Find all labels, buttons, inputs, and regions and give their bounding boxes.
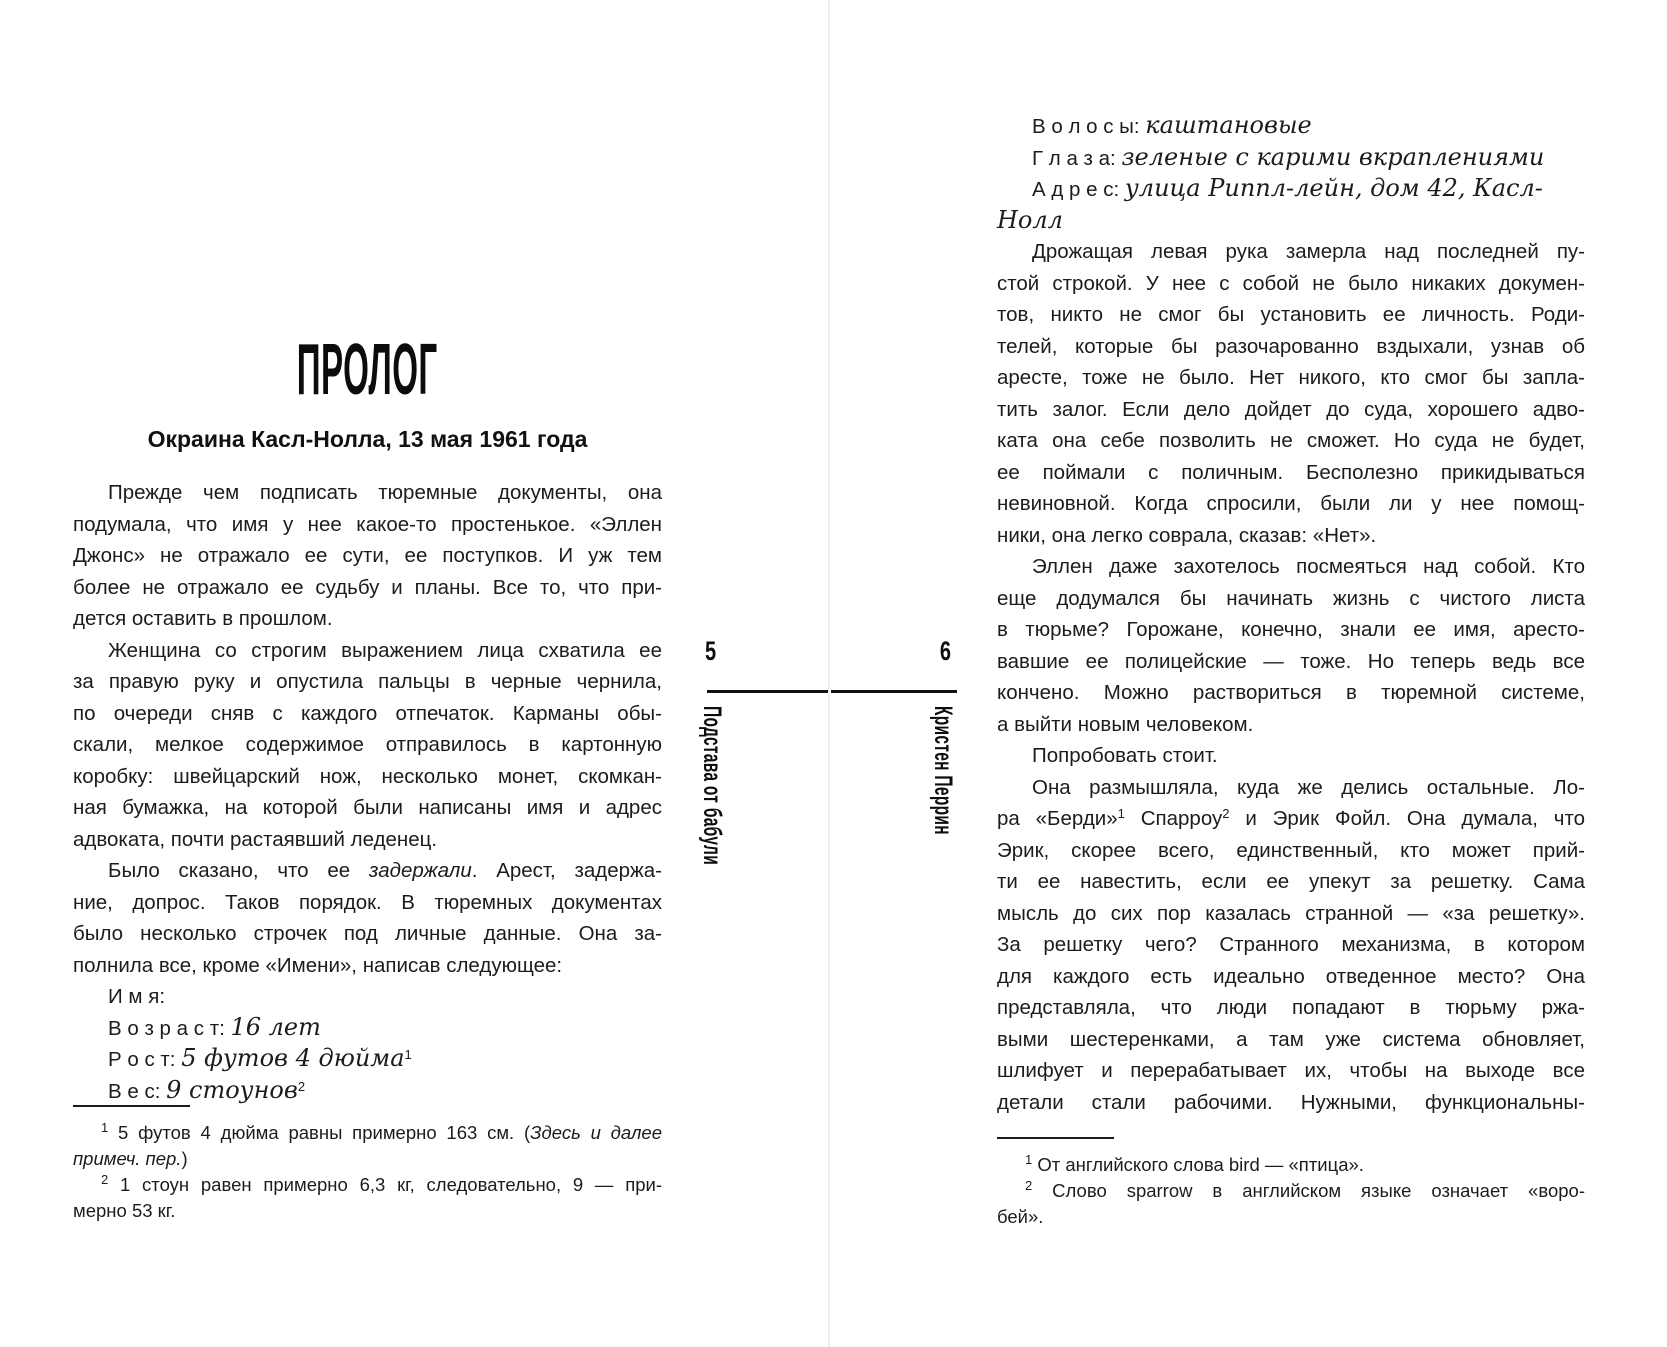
left-page-footnotes xyxy=(73,1105,662,1224)
text-line: ники, она легко соврала, сказав: «Нет». xyxy=(997,523,1377,547)
footnote-text-block xyxy=(73,1120,662,1224)
running-head-rule-right xyxy=(831,690,957,693)
running-head-rule-left xyxy=(707,690,828,693)
text-line: полнила все, кроме «Имени», написав следующее: xyxy=(73,953,563,977)
chapter-dateline: Окраина Касл-Нолла, 13 мая 1961 года xyxy=(147,426,588,452)
page-gutter-divider xyxy=(828,0,830,1347)
text-line: ката она себе позволить не сможет. Но суда не будет, xyxy=(997,429,1585,452)
text-line: Она размышляла, куда же делись остальные. Ло- xyxy=(1032,775,1585,799)
text-line: подумала, что имя у нее какое-то простенькое. «Эллен xyxy=(73,512,662,536)
footnote-line: $^1$ 5 футов 4 дюйма равны примерно 163 см. (Здесь и далее xyxy=(101,1120,662,1143)
text-line: шлифует и перерабатывает их, чтобы на выходе все xyxy=(997,1059,1585,1082)
text-line: ее поймали с поличным. Бесполезно прикидываться xyxy=(997,460,1585,484)
text-line: Джонс» не отражало ее сути, ее поступков. И уж тем xyxy=(73,544,662,567)
text-line: Р о с т: 5 футов 4 дюйма$^1$ xyxy=(108,1044,412,1072)
text-line: по очереди сняв с каждого отпечаток. Карманы обы- xyxy=(73,701,662,725)
text-line: скали, мелкое содержимое отправилось в картонную xyxy=(73,733,662,756)
text-line: В е с: 9 стоунов$^2$ xyxy=(108,1075,306,1104)
right-page-body xyxy=(997,236,1585,1118)
text-line: ние, допрос. Таков порядок. В тюремных документах xyxy=(73,890,662,914)
text-line: дется оставить в прошлом. xyxy=(73,607,333,630)
text-line: И м я: xyxy=(108,985,166,1008)
footnote-line: примеч. пер.) xyxy=(73,1148,188,1169)
footnote-rule xyxy=(997,1137,1114,1139)
left-page-body xyxy=(73,477,662,1107)
text-line: Эллен даже захотелось посмеяться над собой. Кто xyxy=(1032,555,1585,578)
text-line: телей, которые бы разочарованно вздыхали, узнав об xyxy=(997,334,1585,358)
text-line: Эрик, скорее всего, единственный, кто может прий- xyxy=(997,838,1585,862)
text-line: было несколько строчек под личные данные. Она за- xyxy=(73,922,662,945)
running-title-author: Кристен Перрин xyxy=(929,706,957,835)
text-line: ти ее навестить, если ее упекут за решетку. Сама xyxy=(997,870,1585,893)
text-line: в тюрьме? Горожане, конечно, знали ее имя, аресто- xyxy=(997,618,1585,641)
text-line: мысль до сих пор казалась странной — «за решетку». xyxy=(997,901,1585,925)
text-line: Дрожащая левая рука замерла над последней пу- xyxy=(1032,240,1585,263)
text-line: Попробовать стоит. xyxy=(1032,744,1218,767)
text-line: представляла, что люди попадают в тюрьму ржа- xyxy=(997,996,1585,1019)
chapter-title xyxy=(73,330,662,410)
page-number-right: 6 xyxy=(939,636,951,666)
footnote-line: $^2$ Слово sparrow в английском языке означает «воро- xyxy=(1025,1178,1585,1201)
footnote-line: $^1$ От английского слова bird — «птица». xyxy=(1025,1152,1364,1175)
running-title-book: Подстава от бабули xyxy=(698,706,726,866)
text-line: кончено. Можно раствориться в тюремной системе, xyxy=(997,681,1585,704)
right-page-form-fields xyxy=(997,111,1585,234)
text-line: тов, никто не смог бы установить ее личность. Роди- xyxy=(997,303,1585,326)
text-line: В о з р а с т: 16 лет xyxy=(108,1012,321,1041)
footnote-text-block xyxy=(997,1152,1585,1230)
text-line: еще додумался бы начинать жизнь с чистого листа xyxy=(997,586,1585,610)
page-number-left: 5 xyxy=(705,636,717,666)
form-field-line: А д р е с: улица Риппл-лейн, дом 42, Касл-Нолл xyxy=(997,174,1543,234)
text-line: за правую руку и опустила пальцы в черные чернила, xyxy=(73,670,662,693)
text-line: ра «Берди»$^1$ Спарроу$^2$ и Эрик Фойл. Она думала, что xyxy=(997,806,1586,830)
text-line: для каждого есть идеально отведенное место? Она xyxy=(997,964,1585,988)
text-line: невиновной. Когда спросили, были ли у нее помощ- xyxy=(997,492,1585,515)
footnote-line: $^2$ 1 стоун равен примерно 6,3 кг, следовательно, 9 — при- xyxy=(101,1172,662,1195)
text-line: стой строкой. У нее с собой не было никаких докумен- xyxy=(997,271,1585,295)
text-line: Прежде чем подписать тюремные документы, она xyxy=(108,481,662,504)
form-field-line: В о л о с ы: каштановые xyxy=(1032,111,1312,139)
text-line: Женщина со строгим выражением лица схватила ее xyxy=(108,638,662,662)
text-line: а выйти новым человеком. xyxy=(997,712,1254,736)
footnote-rule xyxy=(73,1105,190,1107)
text-line: детали стали рабочими. Нужными, функциональны- xyxy=(997,1090,1585,1114)
footnote-line: мерно 53 кг. xyxy=(73,1200,176,1221)
text-line: тить залог. Если дело дойдет до суда, хорошего адво- xyxy=(997,397,1585,421)
form-field-line: Г л а з а: зеленые с карими вкраплениями xyxy=(1032,142,1545,171)
text-line: ная бумажка, на которой были написаны имя и адрес xyxy=(73,796,662,819)
text-line: За решетку чего? Странного механизма, в котором xyxy=(997,933,1585,956)
text-line: более не отражало ее судьбу и планы. Все то, что при- xyxy=(73,575,662,599)
text-line: вавшие ее полицейские — тоже. Но теперь ведь все xyxy=(997,649,1585,673)
text-line: аресте, тоже не было. Нет никого, кто смог бы запла- xyxy=(997,366,1585,389)
text-line: Было сказано, что ее задержали. Арест, задержа- xyxy=(108,859,662,882)
chapter-title-text: ПРОЛОГ xyxy=(297,330,438,410)
text-line: адвоката, почти растаявший леденец. xyxy=(73,827,438,851)
text-line: коробку: швейцарский нож, несколько монет, скомкан- xyxy=(73,764,662,788)
right-page-footnotes xyxy=(997,1137,1585,1230)
footnote-line: бей». xyxy=(997,1206,1044,1227)
text-line: выми шестеренками, а там уже система обновляет, xyxy=(997,1027,1585,1051)
